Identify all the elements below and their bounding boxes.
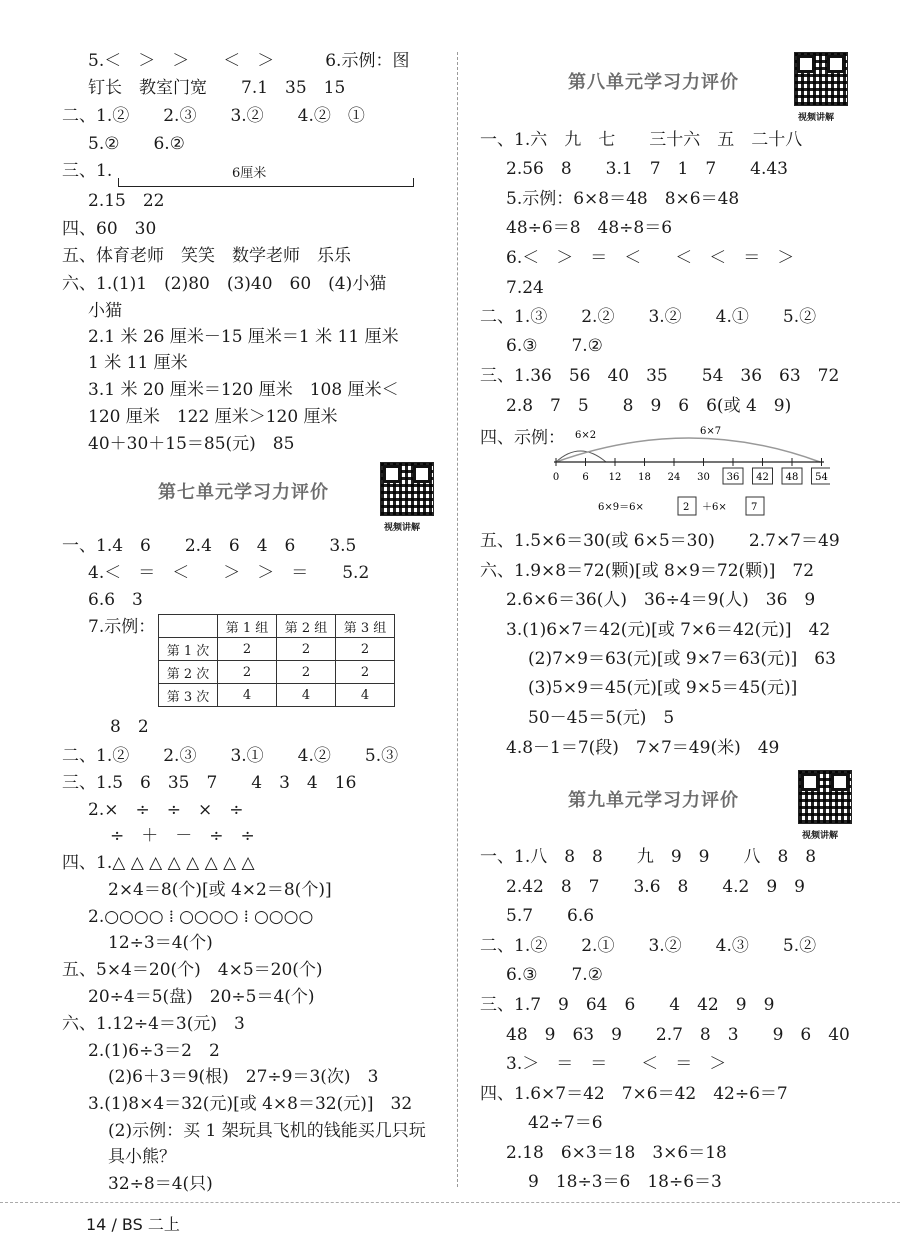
answer-line: 一、1.八 8 8 九 9 9 八 8 8 [480, 847, 817, 867]
answer-line: 六、1.12÷4＝3(元) 3 [62, 1014, 245, 1034]
answer-line: 钉长 教室门宽 7.1 35 15 [88, 78, 346, 98]
table-cell: 4 [336, 684, 395, 707]
answer-line: 2×4＝8(个)[或 4×2＝8(个)] [108, 880, 332, 900]
answer-line: 42÷7＝6 [528, 1113, 603, 1133]
tick-label: 6 [582, 472, 589, 483]
page-label: 14 / BS 二上 [86, 1215, 180, 1234]
answer-line: 具小熊？ [108, 1147, 176, 1167]
answer-line: 6.③ 7.② [506, 965, 603, 985]
answer-line: 2.(1)6÷3＝2 2 [88, 1041, 220, 1061]
qr-caption: 视频讲解 [802, 831, 839, 841]
number-line-diagram [550, 420, 830, 520]
table-cell: 2 [336, 638, 395, 661]
tick-label: 18 [638, 472, 651, 483]
table-row [159, 615, 395, 638]
answer-line: 48 9 63 9 2.7 8 3 9 6 40 [506, 1025, 850, 1045]
arc-small-label: 6×2 [575, 430, 597, 441]
arc-big-label: 6×7 [700, 426, 722, 437]
table-cell: 2 [277, 661, 336, 684]
answer-line: 50－45＝5(元) 5 [528, 708, 675, 728]
answer-line: (2)示例：买 1 架玩具飞机的钱能买几只玩 [108, 1121, 426, 1141]
answer-line: 6.6 3 [88, 590, 143, 610]
ruler-label: 6厘米 [232, 166, 267, 181]
answer-line: 2.8 7 5 8 9 6 6(或 4 9) [506, 396, 792, 416]
table-cell: 2 [336, 661, 395, 684]
answer-line: 五、1.5×6＝30(或 6×5＝30) 2.7×7＝49 [480, 531, 840, 551]
tick-label: 30 [697, 472, 710, 483]
arc-big [556, 438, 820, 462]
answer-line: 2.× ÷ ÷ × ÷ [88, 800, 244, 820]
answer-line: 三、1.7 9 64 6 4 42 9 9 [480, 995, 775, 1015]
tick-label: 42 [756, 472, 769, 483]
answer-line: 一、1.六 九 七 三十六 五 二十八 [480, 130, 803, 150]
table-cell: 第 1 次 [159, 638, 218, 661]
answer-line: 5.② 6.② [88, 134, 185, 154]
answer-line: 32÷8＝4(只) [108, 1174, 213, 1194]
answer-line: 6.＜ ＞ ＝ ＜ ＜ ＜ ＝ ＞ [506, 248, 795, 268]
equation-box1: 2 [683, 502, 690, 513]
answer-line: (3)5×9＝45(元)[或 9×5＝45(元)] [528, 678, 798, 698]
answer-line: 5.＜ ＞ ＞ ＜ ＞ 6.示例：图 [88, 51, 410, 71]
arc-small [556, 451, 606, 462]
answer-line: 40＋30＋15＝85(元) 85 [88, 434, 295, 454]
answer-line: 2.○○○○ ⁞ ○○○○ ⁞ ○○○○ [88, 907, 314, 927]
answer-line: 12÷3＝4(个) [108, 933, 213, 953]
answer-line: 2.56 8 3.1 7 1 7 4.43 [506, 159, 789, 179]
qr-code-icon [794, 52, 848, 106]
answer-line: 二、1.② 2.① 3.② 4.③ 5.② [480, 936, 817, 956]
unit9-title: 第九单元学习力评价 [568, 790, 739, 811]
answer-line: 二、1.② 2.③ 3.① 4.② 5.③ [62, 746, 399, 766]
qr-code-icon [380, 462, 434, 516]
answer-line: 五、5×4＝20(个) 4×5＝20(个) [62, 960, 323, 980]
tick-label: 48 [785, 472, 799, 483]
answer-line: 2.6×6＝36(人) 36÷4＝9(人) 36 9 [506, 590, 816, 610]
table-row [159, 638, 395, 661]
answer-line: 四、1.6×7＝42 7×6＝42 42÷6＝7 [480, 1084, 788, 1104]
equation-prefix: 6×9＝6× [598, 502, 644, 513]
table-cell: 第 1 组 [218, 615, 277, 638]
answer-line: 7.示例： [88, 617, 156, 637]
table-cell [159, 615, 218, 638]
tick-label: 54 [815, 472, 828, 483]
answer-line: ÷ ＋ － ÷ ÷ [110, 826, 255, 846]
table-cell: 4 [218, 684, 277, 707]
answer-line: (2)7×9＝63(元)[或 9×7＝63(元)] 63 [528, 649, 836, 669]
answer-line: 120 厘米 122 厘米＞120 厘米 [88, 407, 338, 427]
answer-line: 9 18÷3＝6 18÷6＝3 [528, 1172, 722, 1192]
footer-rule [0, 1202, 900, 1203]
equation-mid: ＋6× [702, 502, 727, 513]
answer-line: 2.15 22 [88, 191, 165, 211]
table-row [159, 661, 395, 684]
qr-caption: 视频讲解 [798, 113, 835, 123]
unit7-title: 第七单元学习力评价 [158, 482, 329, 503]
answer-line: 4.＜ ＝ ＜ ＞ ＞ ＝ 5.2 [88, 563, 370, 583]
answer-line: 20÷4＝5(盘) 20÷5＝4(个) [88, 987, 315, 1007]
table-cell: 第 3 次 [159, 684, 218, 707]
answer-line: 4.8－1＝7(段) 7×7＝49(米) 49 [506, 738, 780, 758]
answer-line: 3.1 米 20 厘米＝120 厘米 108 厘米＜ [88, 380, 399, 400]
tick-label: 24 [667, 472, 681, 483]
answer-line: 二、1.③ 2.② 3.② 4.① 5.② [480, 307, 817, 327]
table-cell: 2 [218, 638, 277, 661]
table-cell: 第 2 组 [277, 615, 336, 638]
answer-line: 三、1. [62, 161, 113, 181]
answer-line: 2.18 6×3＝18 3×6＝18 [506, 1143, 727, 1163]
qr-caption: 视频讲解 [384, 523, 421, 533]
table-cell: 2 [218, 661, 277, 684]
answer-line: 四、60 30 [62, 219, 157, 239]
answer-line: 二、1.② 2.③ 3.② 4.② ① [62, 106, 365, 126]
tick-label: 36 [726, 472, 740, 483]
answer-line: 48÷6＝8 48÷8＝6 [506, 218, 673, 238]
answer-line: 2.1 米 26 厘米－15 厘米＝1 米 11 厘米 [88, 327, 399, 347]
answer-line: 四、示例： [480, 428, 565, 448]
answer-line: 三、1.36 56 40 35 54 36 63 72 [480, 366, 840, 386]
table-row [159, 684, 395, 707]
answer-line: 五、体育老师 笑笑 数学老师 乐乐 [62, 246, 351, 266]
tick-label: 12 [608, 472, 622, 483]
answer-line: 小猫 [88, 301, 122, 321]
answer-line: 6.③ 7.② [506, 336, 603, 356]
answer-line: 8 2 [110, 717, 149, 737]
unit8-title: 第八单元学习力评价 [568, 72, 739, 93]
table-cell: 2 [277, 638, 336, 661]
qr-code-icon [798, 770, 852, 824]
grouping-table [158, 614, 395, 707]
tick-label: 0 [552, 472, 560, 483]
answer-line: 5.7 6.6 [506, 906, 595, 926]
answer-line: 四、1.△ △ △ △ △ △ △ △ [62, 853, 255, 873]
answer-line: 2.42 8 7 3.6 8 4.2 9 9 [506, 877, 806, 897]
answer-line: 7.24 [506, 278, 544, 298]
table-cell: 4 [277, 684, 336, 707]
answer-line: 3.(1)6×7＝42(元)[或 7×6＝42(元)] 42 [506, 620, 831, 640]
answer-line: 六、1.(1)1 (2)80 (3)40 60 (4)小猫 [62, 274, 387, 294]
answer-line: 5.示例：6×8＝48 8×6＝48 [506, 189, 740, 209]
answer-line: 1 米 11 厘米 [88, 353, 188, 373]
table-cell: 第 2 次 [159, 661, 218, 684]
column-divider [457, 52, 458, 1187]
table-cell: 第 3 组 [336, 615, 395, 638]
answer-line: (2)6＋3＝9(根) 27÷9＝3(次) 3 [108, 1067, 379, 1087]
answer-line: 3.(1)8×4＝32(元)[或 4×8＝32(元)] 32 [88, 1094, 413, 1114]
answer-line: 一、1.4 6 2.4 6 4 6 3.5 [62, 536, 357, 556]
answer-line: 3.＞ ＝ ＝ ＜ ＝ ＞ [506, 1054, 727, 1074]
answer-line: 六、1.9×8＝72(颗)[或 8×9＝72(颗)] 72 [480, 561, 815, 581]
equation-box2: 7 [751, 502, 758, 513]
answer-line: 三、1.5 6 35 7 4 3 4 16 [62, 773, 357, 793]
